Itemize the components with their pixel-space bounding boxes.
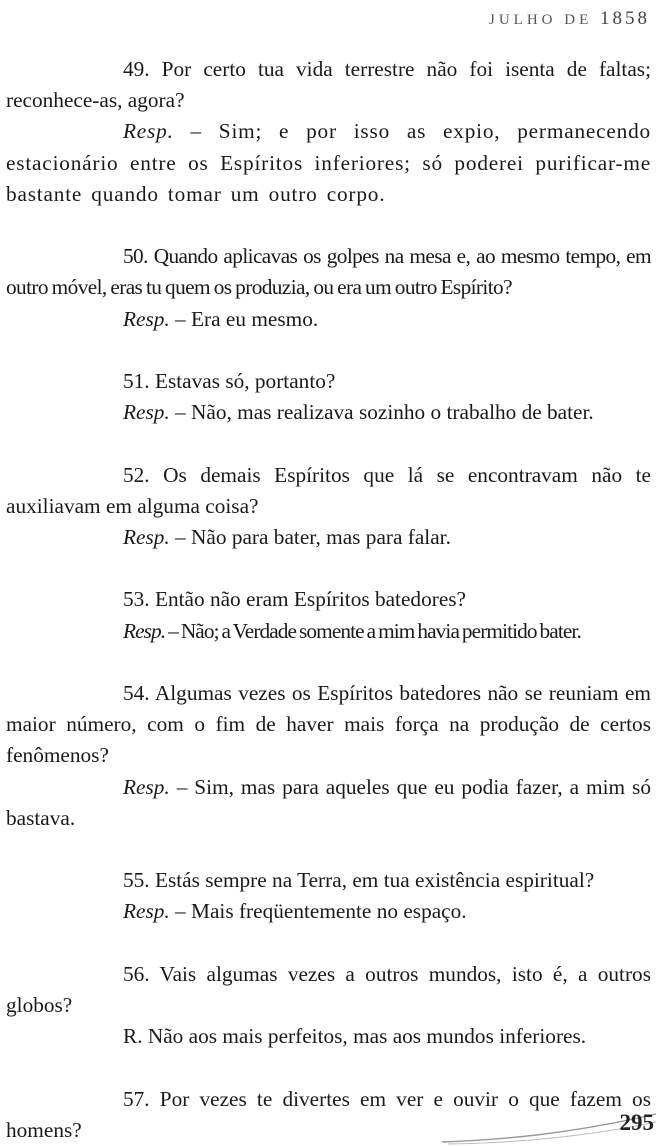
answer-text: – Era eu mesmo. [169,306,319,331]
answer-56: R. Não aos mais perfeitos, mas aos mundos inferiores. [123,1024,587,1049]
question-56: 56. Vais algumas vezes a outros mundos, isto é, a outros globos? [6,961,651,1017]
page-body [6,54,651,1146]
running-header [489,8,650,30]
header-month: JULHO DE [489,12,593,28]
answer-55 [6,896,651,927]
resp-label: Resp. [123,618,166,643]
answer-text: – Não para bater, mas para falar. [169,525,451,549]
resp-label: Resp. [123,525,170,549]
resp-label: Resp. [123,774,170,799]
resp-label: Resp. [123,400,170,425]
page-number: 295 [619,1110,654,1135]
question-51: 51. Estavas só, portanto? [123,369,336,393]
question-55: 55. Estás sempre na Terra, em tua existência espiritual? [123,868,595,893]
answer-text: – Sim, mas para aqueles que eu podia fazer, a mim só bastava. [6,774,651,830]
answer-50 [6,304,651,335]
question-53: 53. Então não eram Espíritos batedores? [123,587,467,612]
answer-49 [6,116,651,210]
resp-label: Resp. [123,306,170,331]
resp-label: Resp. [123,119,174,144]
answer-text: – Não, mas realizava sozinho o trabalho de bater. [169,400,594,425]
question-57: 57. Por vezes te divertes em ver e ouvir o que fazem os homens? [6,1086,651,1142]
answer-text: – Sim; e por isso as expio, permanecendo estacionário entre os Espíritos inferiores; só poderei purificar-me bastante quando tomar um outro corpo. [6,119,651,206]
answer-text: – Não; a Verdade somente a mim havia permitido bater. [165,618,581,643]
answer-text: – Mais freqüentemente no espaço. [169,899,467,924]
question-50: 50. Quando aplicavas os golpes na mesa e, ao mesmo tempo, em outro móvel, eras tu quem os produzia, ou era um outro Espírito? [6,244,651,300]
resp-label: Resp. [123,899,170,924]
question-54: 54. Algumas vezes os Espíritos batedores não se reuniam em maior número, com o fim de haver mais força na produção de certos fenômenos? [6,680,651,768]
question-49: 49. Por certo tua vida terrestre não foi isenta de faltas; reconhece-as, agora? [6,57,651,113]
answer-53 [6,616,651,647]
answer-51 [6,397,651,428]
answer-52 [6,522,651,553]
question-52: 52. Os demais Espíritos que lá se encontravam não te auxiliavam em alguma coisa? [6,462,651,518]
answer-54 [6,772,651,834]
header-year: 1858 [600,8,650,29]
